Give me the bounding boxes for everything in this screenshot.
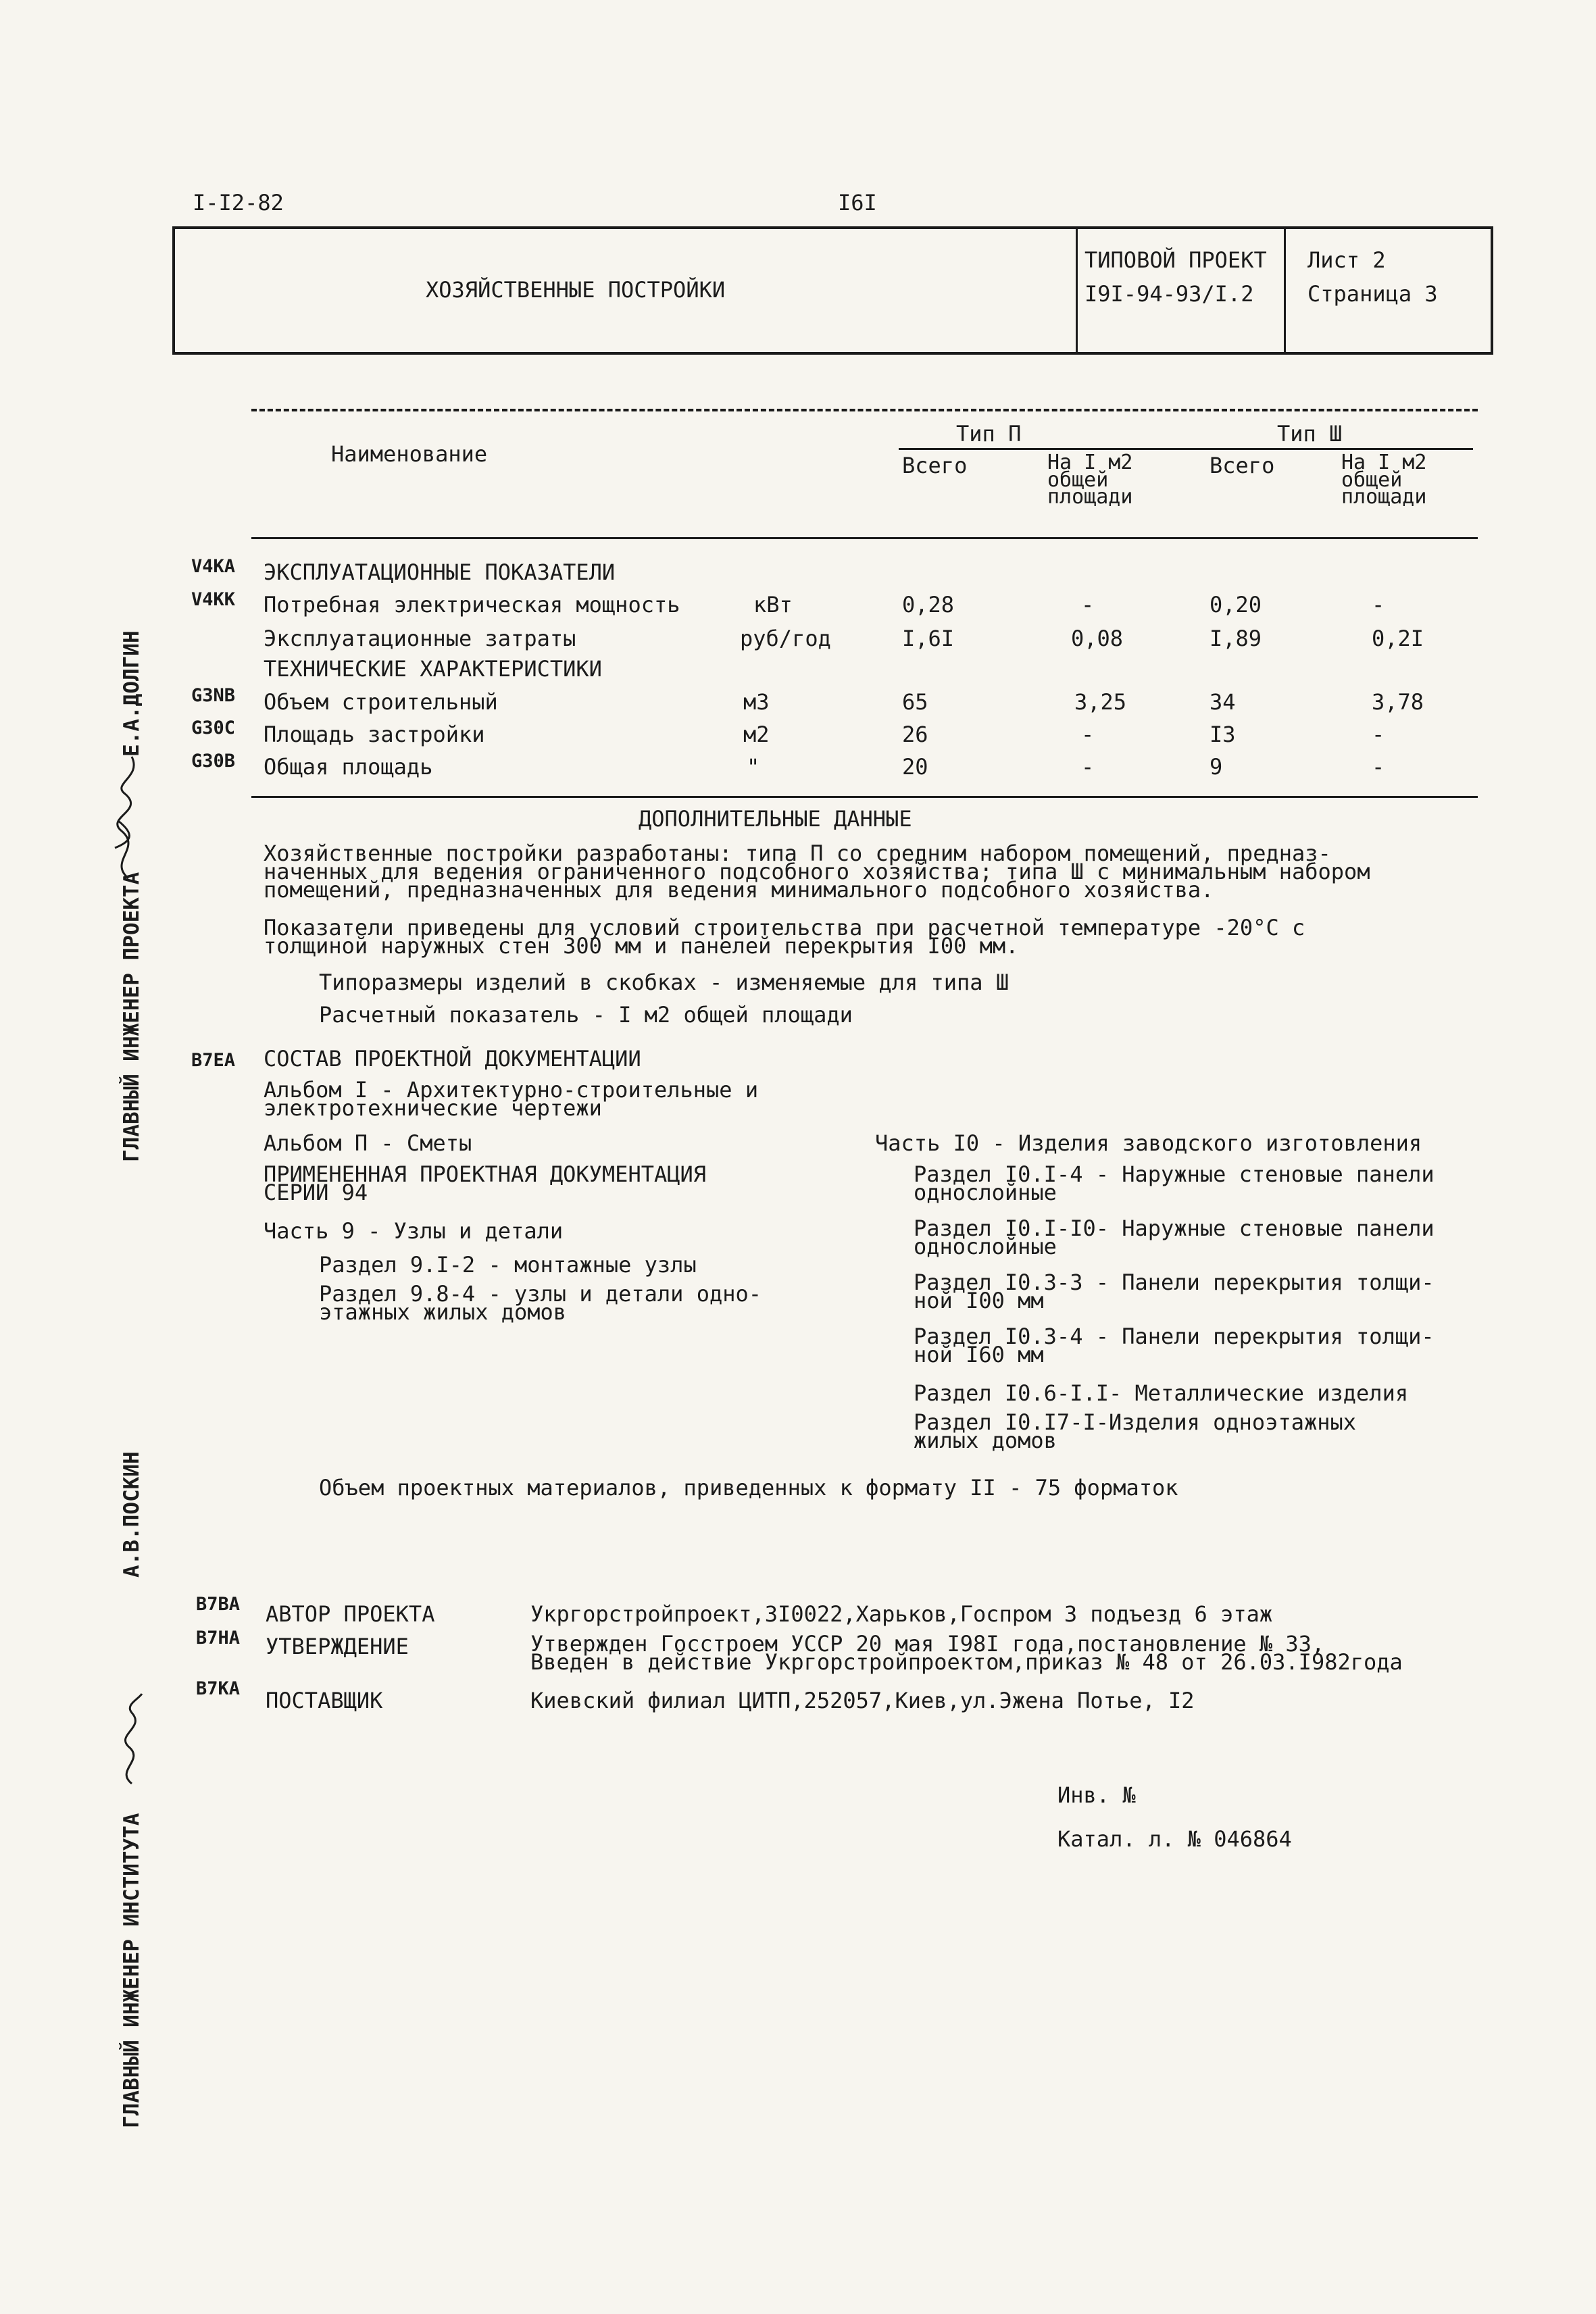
row-unit: кВт — [753, 592, 793, 618]
tech-heading: ТЕХНИЧЕСКИЕ ХАРАКТЕРИСТИКИ — [264, 656, 602, 682]
row-type2-total: 26 — [902, 722, 928, 747]
row-type3-per-m2: - — [1372, 722, 1385, 747]
credit-label: УТВЕРЖДЕНИЕ — [266, 1634, 409, 1659]
document-code: I-I2-82 — [193, 190, 284, 216]
type3-header: Тип Ш — [1277, 421, 1343, 447]
signature-1-icon — [101, 753, 155, 882]
row-code: G30C — [191, 718, 236, 738]
credit-code: B7HA — [196, 1628, 241, 1649]
row-unit: руб/год — [740, 626, 831, 651]
part-10-section-5: Раздел I0.6-I.I- Металлические изделия — [914, 1380, 1409, 1406]
part-10-section-1: Раздел I0.I-4 - Наружные стеновые панели однослойные — [914, 1161, 1435, 1206]
signature-2-icon — [108, 1692, 155, 1787]
applied-docs: ПРИМЕНЕННАЯ ПРОЕКТНАЯ ДОКУМЕНТАЦИЯ СЕРИИ 94 — [264, 1161, 707, 1206]
part-10-section-2: Раздел I0.I-I0- Наружные стеновые панели однослойные — [914, 1215, 1435, 1260]
credit-value: Киевский филиал ЦИТП,252057,Киев,ул.Эжена Потье, I2 — [530, 1688, 1195, 1713]
row-type3-total: 0,20 — [1210, 592, 1262, 618]
type2-header: Тип П — [956, 421, 1022, 447]
row-unit: " — [747, 754, 760, 780]
part-10-section-4: Раздел I0.3-4 - Панели перекрытия толщи- ной I60 мм — [914, 1324, 1435, 1368]
section-title: ЭКСПЛУАТАЦИОННЫЕ ПОКАЗАТЕЛИ — [264, 559, 616, 585]
credit-code: B7BA — [196, 1594, 241, 1615]
additional-paragraph-1: Хозяйственные постройки разработаны: типа П со средним набором помещений, предназ- наченных для ведения ограниченного подсобного хозяйства; типа Ш с минимальным набором помещений, предназначенных для ведения минимального подсобного хозяйства. — [264, 840, 1370, 903]
row-type2-per-m2: 0,08 — [1071, 626, 1124, 651]
section-code: V4KA — [191, 556, 236, 577]
composition-code: B7EA — [191, 1050, 236, 1071]
project-number: I9I-94-93/I.2 — [1084, 281, 1254, 307]
chief-engineer-project-name: Е.А.ДОЛГИН — [120, 630, 144, 757]
document-title: ХОЗЯЙСТВЕННЫЕ ПОСТРОЙКИ — [426, 277, 726, 303]
inventory-number: Инв. № — [1057, 1782, 1136, 1808]
row-type2-per-m2: - — [1081, 754, 1095, 780]
row-name: Объем строительный — [264, 689, 498, 715]
title-divider-1 — [1076, 226, 1078, 355]
row-type3-per-m2: 0,2I — [1372, 626, 1424, 651]
row-name: Потребная электрическая мощность — [264, 592, 680, 618]
chief-engineer-institute-label: ГЛАВНЫЙ ИНЖЕНЕР ИНСТИТУТА — [120, 1813, 144, 2128]
type3-per-m2-header: На I м2 общей площади — [1341, 451, 1427, 509]
row-unit: м3 — [743, 689, 770, 715]
album-1: Альбом I - Архитектурно-строительные и электротехнические чертежи — [264, 1077, 759, 1122]
row-type2-total: 20 — [902, 754, 928, 780]
type-header-rule — [899, 448, 1473, 450]
type2-per-m2-header: На I м2 общей площади — [1047, 451, 1133, 509]
composition-heading: СОСТАВ ПРОЕКТНОЙ ДОКУМЕНТАЦИИ — [264, 1046, 641, 1072]
title-block — [172, 226, 1493, 355]
row-code: G3NB — [191, 685, 236, 706]
chief-engineer-institute-name: А.В.ПОСКИН — [120, 1451, 144, 1578]
part-9-section-1: Раздел 9.I-2 - монтажные узлы — [319, 1252, 697, 1278]
part-9-section-2: Раздел 9.8-4 - узлы и детали одно- этажных жилых домов — [319, 1281, 762, 1326]
title-divider-2 — [1284, 226, 1286, 355]
row-type3-per-m2: - — [1372, 754, 1385, 780]
credit-value: Утвержден Госстроем УССР 20 мая I98I года,постановление № 33, Введен в действие Укргорстройпроектом,приказ № 48 от 26.03.I982года — [530, 1631, 1403, 1676]
row-type3-total: I,89 — [1210, 626, 1262, 651]
part-10: Часть I0 - Изделия заводского изготовления — [875, 1130, 1422, 1156]
row-code: G30B — [191, 751, 236, 772]
additional-paragraph-2: Показатели приведены для условий строительства при расчетной температуре -20°С с толщиной наружных стен 300 мм и панелей перекрытия I00 мм. — [264, 915, 1305, 959]
row-type3-total: I3 — [1210, 722, 1236, 747]
table-top-rule — [251, 409, 1478, 411]
additional-paragraph-4: Расчетный показатель - I м2 общей площади — [319, 1002, 853, 1028]
row-type3-per-m2: 3,78 — [1372, 689, 1424, 715]
materials-volume: Объем проектных материалов, приведенных к формату II - 75 форматок — [319, 1475, 1178, 1501]
credit-label: АВТОР ПРОЕКТА — [266, 1601, 435, 1627]
row-type2-total: I,6I — [902, 626, 955, 651]
additional-paragraph-3: Типоразмеры изделий в скобках - изменяемые для типа Ш — [319, 970, 1009, 995]
row-name: Площадь застройки — [264, 722, 485, 747]
row-type2-total: 65 — [902, 689, 928, 715]
type3-total-header: Всего — [1210, 453, 1275, 478]
row-type2-per-m2: - — [1081, 722, 1095, 747]
catalog-number: Катал. л. № 046864 — [1057, 1826, 1292, 1852]
row-type2-per-m2: - — [1081, 592, 1095, 618]
row-type3-per-m2: - — [1372, 592, 1385, 618]
type2-total-header: Всего — [902, 453, 968, 478]
additional-heading: ДОПОЛНИТЕЛЬНЫЕ ДАННЫЕ — [639, 806, 912, 832]
part-9: Часть 9 - Узлы и детали — [264, 1218, 564, 1244]
row-type3-total: 9 — [1210, 754, 1223, 780]
part-10-section-6: Раздел I0.I7-I-Изделия одноэтажных жилых домов — [914, 1409, 1357, 1454]
sheet-number: Лист 2 — [1307, 247, 1386, 273]
row-type2-per-m2: 3,25 — [1074, 689, 1127, 715]
credit-label: ПОСТАВЩИК — [266, 1688, 383, 1713]
row-code: V4KK — [191, 589, 236, 610]
row-type2-total: 0,28 — [902, 592, 955, 618]
part-10-section-3: Раздел I0.3-3 - Панели перекрытия толщи- ной I00 мм — [914, 1269, 1435, 1314]
page-label: Страница 3 — [1307, 281, 1438, 307]
project-type: ТИПОВОЙ ПРОЕКТ — [1084, 247, 1267, 273]
album-2: Альбом П - Сметы — [264, 1130, 472, 1156]
col-name-header: Наименование — [331, 441, 488, 467]
chief-engineer-project-label: ГЛАВНЫЙ ИНЖЕНЕР ПРОЕКТА — [120, 872, 144, 1162]
credit-code: B7KA — [196, 1678, 241, 1699]
row-name: Эксплуатационные затраты — [264, 626, 576, 651]
page-number: I6I — [838, 190, 877, 216]
credit-value: Укргорстройпроект,3I0022,Харьков,Госпром 3 подъезд 6 этаж — [530, 1601, 1273, 1627]
row-type3-total: 34 — [1210, 689, 1236, 715]
table-header-rule — [251, 537, 1478, 539]
table-bottom-rule — [251, 796, 1478, 798]
row-name: Общая площадь — [264, 754, 433, 780]
row-unit: м2 — [743, 722, 770, 747]
